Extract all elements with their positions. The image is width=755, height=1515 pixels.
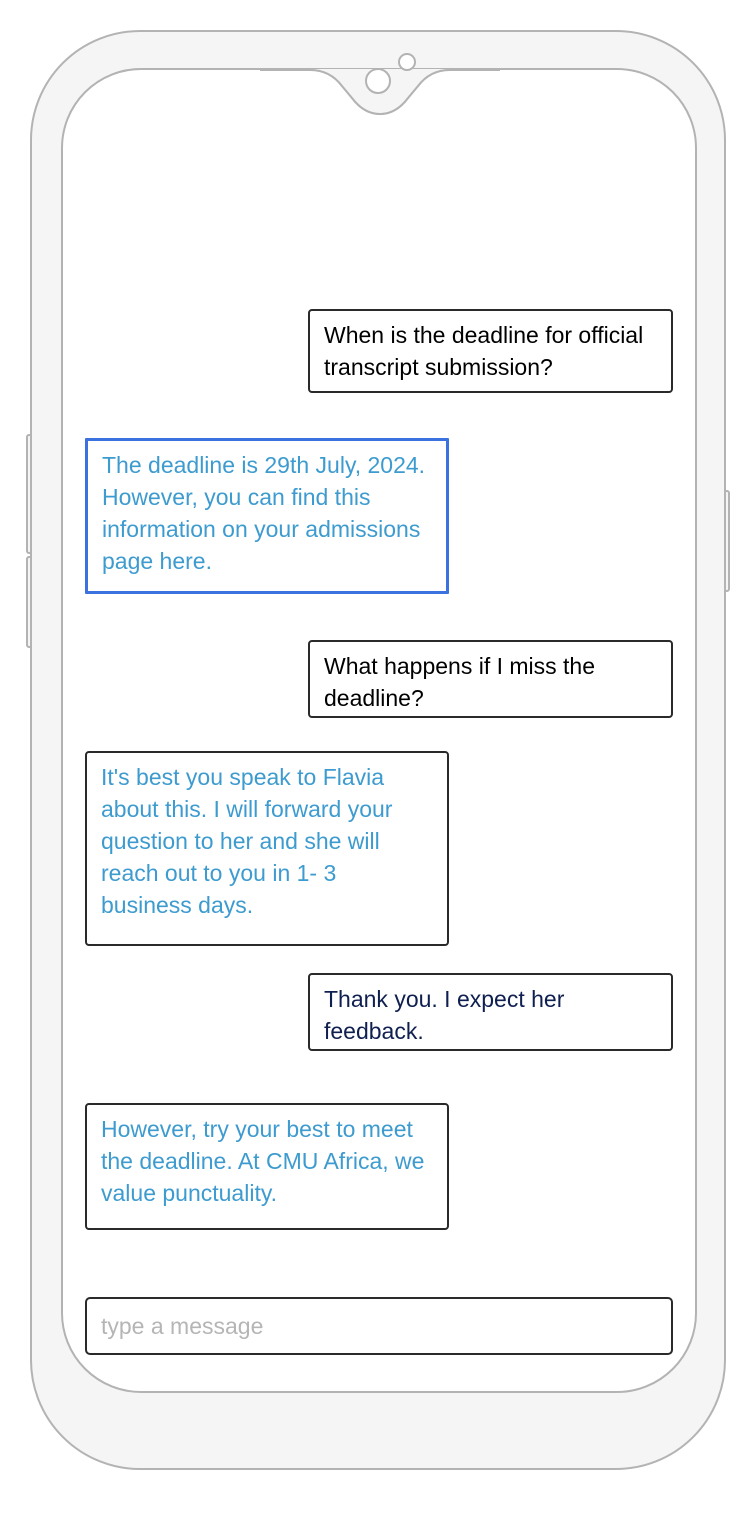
user-message: Thank you. I expect her feedback. bbox=[308, 973, 673, 1051]
user-message: What happens if I miss the deadline? bbox=[308, 640, 673, 718]
bot-message: However, try your best to meet the deadline. At CMU Africa, we value punctuality. bbox=[85, 1103, 449, 1230]
bot-message[interactable]: The deadline is 29th July, 2024. However, you can find this information on your admissions page here. bbox=[85, 438, 449, 594]
sensor-icon bbox=[399, 54, 415, 70]
message-input[interactable] bbox=[85, 1297, 673, 1355]
camera-notch bbox=[260, 40, 500, 120]
user-message: When is the deadline for official transcript submission? bbox=[308, 309, 673, 393]
bot-message: It's best you speak to Flavia about this. I will forward your question to her and she will reach out to you in 1- 3 business days. bbox=[85, 751, 449, 946]
front-camera-icon bbox=[366, 69, 390, 93]
